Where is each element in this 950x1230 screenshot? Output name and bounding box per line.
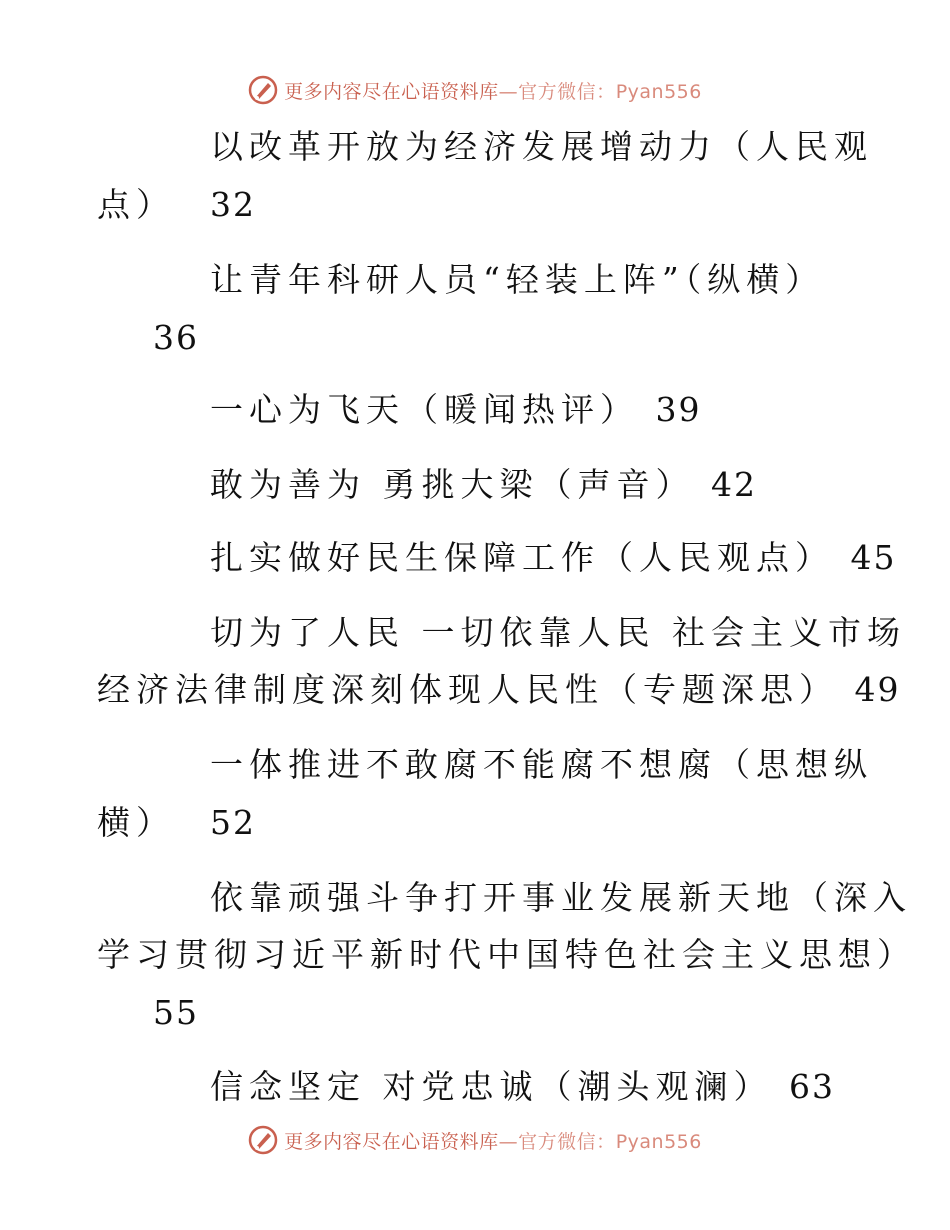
toc-entry-6-cont: 经济法律制度深刻体现人民性（专题深思） [97, 670, 838, 709]
footer-brand-text [284, 1127, 702, 1154]
toc-entry-7-line-1: 一体推进不敢腐不能腐不想腐（思想纵 [210, 745, 873, 784]
toc-entry-8-line-2: 学习贯彻习近平新时代中国特色社会主义思想） [97, 935, 916, 974]
toc-entry-7-line-2 [97, 803, 256, 843]
toc-entry-5 [210, 538, 897, 578]
toc-entry-3-page: 39 [655, 390, 702, 429]
toc-entry-9-page: 63 [789, 1067, 835, 1106]
toc-entry-1-line-2 [97, 185, 256, 225]
footer-wechat-label: 官方微信： [518, 1130, 616, 1153]
toc-entry-4 [210, 465, 757, 505]
toc-entry-8-page: 55 [153, 993, 199, 1032]
pen-logo-icon [248, 75, 278, 105]
toc-entry-9-title: 信念坚定 对党忠诚（潮头观澜） [210, 1067, 773, 1106]
toc-entry-1-line-1: 以改革开放为经济发展增动力（人民观 [210, 127, 873, 166]
toc-entry-6-line-2 [97, 670, 901, 710]
header-wechat-label: 官方微信： [518, 80, 616, 103]
toc-entry-1-cont: 点） [97, 185, 175, 224]
footer-watermark [0, 1120, 950, 1160]
header-watermark [0, 70, 950, 110]
toc-entry-2-page: 36 [153, 318, 199, 357]
toc-entry-7-cont: 横） [97, 803, 175, 842]
toc-entry-6-page: 49 [854, 670, 901, 709]
header-wechat-id: Pyan556 [615, 80, 702, 103]
toc-entry-4-title: 敢为善为 勇挑大梁（声音） [210, 465, 695, 504]
footer-brand: 更多内容尽在心语资料库 [284, 1130, 499, 1153]
header-separator: — [498, 80, 519, 103]
toc-entry-3 [210, 390, 702, 430]
toc-entry-5-title: 扎实做好民生保障工作（人民观点） [210, 538, 834, 577]
toc-entry-7-page: 52 [210, 803, 256, 842]
toc-entry-5-page: 45 [850, 538, 897, 577]
toc-entry-9 [210, 1067, 835, 1107]
footer-separator: — [498, 1130, 519, 1153]
toc-entry-6-line-1: 切为了人民 一切依靠人民 社会主义市场 [210, 613, 906, 652]
header-brand-text [284, 77, 702, 104]
toc-entry-1-page: 32 [210, 185, 256, 224]
toc-entry-3-title: 一心为飞天（暖闻热评） [210, 390, 639, 429]
header-brand: 更多内容尽在心语资料库 [284, 80, 499, 103]
toc-entry-2-line-1: 让青年科研人员“轻装上阵”（纵横） [210, 260, 825, 299]
footer-wechat-id: Pyan556 [615, 1130, 702, 1153]
pen-logo-icon [248, 1125, 278, 1155]
toc-entry-4-page: 42 [711, 465, 757, 504]
toc-entry-8-line-1: 依靠顽强斗争打开事业发展新天地（深入 [210, 878, 912, 917]
